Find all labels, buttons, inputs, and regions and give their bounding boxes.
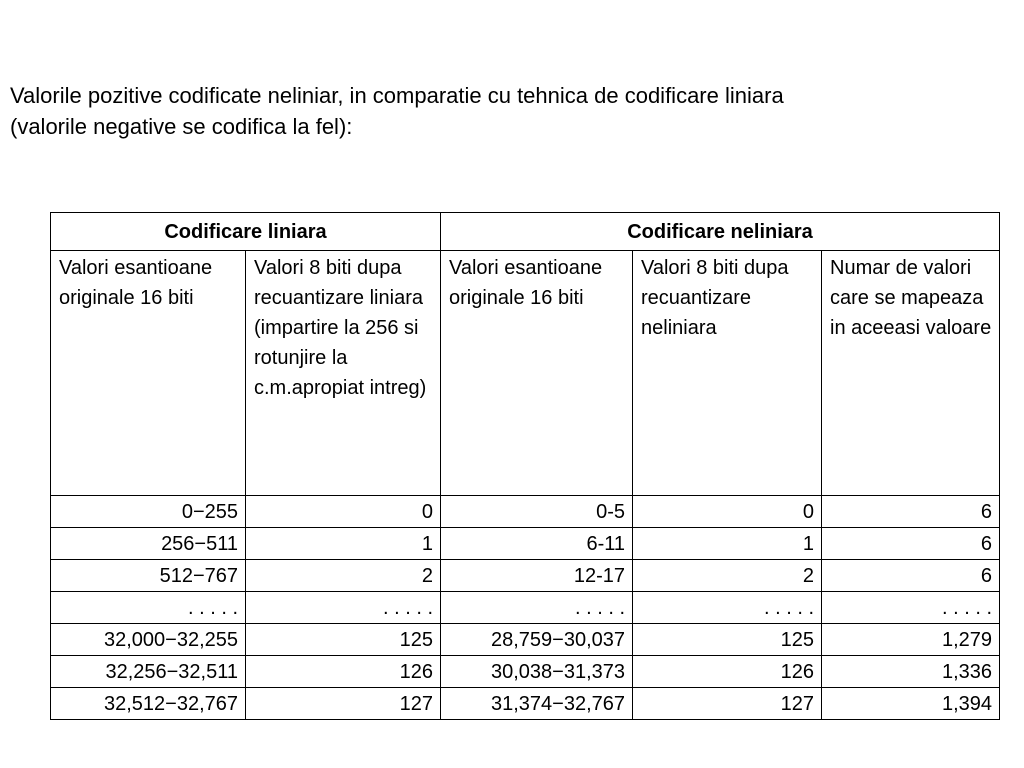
table-cell: 6 (822, 496, 1000, 528)
table-cell: 0 (246, 496, 441, 528)
table-cell: 6 (822, 528, 1000, 560)
table-cell: 32,512−32,767 (51, 688, 246, 720)
table-cell: 32,000−32,255 (51, 624, 246, 656)
table-cell: . . . . . (822, 592, 1000, 624)
intro-line-1: Valorile pozitive codificate neliniar, in comparatie cu tehnica de codificare liniara (10, 83, 784, 108)
table-cell: . . . . . (51, 592, 246, 624)
subheader-nonlinear-8bit: Valori 8 biti dupa recuantizare neliniara (633, 251, 822, 496)
table-cell: . . . . . (633, 592, 822, 624)
table-cell: . . . . . (246, 592, 441, 624)
table-cell: 1,394 (822, 688, 1000, 720)
table-cell: 1 (633, 528, 822, 560)
table-cell: 0 (633, 496, 822, 528)
table-cell: 126 (633, 656, 822, 688)
header-linear-encoding: Codificare liniara (51, 213, 441, 251)
table-cell: 256−511 (51, 528, 246, 560)
table-row (51, 560, 1000, 592)
table-row-ellipsis (51, 592, 1000, 624)
table-cell: 127 (246, 688, 441, 720)
table-cell: 1 (246, 528, 441, 560)
table-row (51, 496, 1000, 528)
group-header-row (51, 213, 1000, 251)
subheader-nonlinear-original-16bit: Valori esantioane originale 16 biti (441, 251, 633, 496)
table-cell: 32,256−32,511 (51, 656, 246, 688)
table-cell: 0-5 (441, 496, 633, 528)
table-cell: 2 (633, 560, 822, 592)
table-cell: 0−255 (51, 496, 246, 528)
subheader-row (51, 251, 1000, 496)
table-row (51, 656, 1000, 688)
table-cell: 2 (246, 560, 441, 592)
table-row (51, 528, 1000, 560)
table-cell: 125 (633, 624, 822, 656)
subheader-mapped-count: Numar de valori care se mapeaza in aceeasi valoare (822, 251, 1000, 496)
header-nonlinear-encoding: Codificare neliniara (441, 213, 1000, 251)
table-row (51, 688, 1000, 720)
table-row (51, 624, 1000, 656)
table-cell: 127 (633, 688, 822, 720)
table-cell: 126 (246, 656, 441, 688)
table-cell: 12-17 (441, 560, 633, 592)
table-cell: . . . . . (441, 592, 633, 624)
encoding-comparison-table (50, 212, 1000, 720)
subheader-linear-8bit: Valori 8 biti dupa recuantizare liniara (impartire la 256 si rotunjire la c.m.apropiat intreg) (246, 251, 441, 496)
table-cell: 31,374−32,767 (441, 688, 633, 720)
table-cell: 125 (246, 624, 441, 656)
intro-text (10, 80, 1020, 142)
table-cell: 1,279 (822, 624, 1000, 656)
table-cell: 512−767 (51, 560, 246, 592)
table-cell: 6-11 (441, 528, 633, 560)
subheader-linear-original-16bit: Valori esantioane originale 16 biti (51, 251, 246, 496)
table-cell: 6 (822, 560, 1000, 592)
table-cell: 28,759−30,037 (441, 624, 633, 656)
table-cell: 1,336 (822, 656, 1000, 688)
intro-line-2: (valorile negative se codifica la fel): (10, 114, 353, 139)
table-cell: 30,038−31,373 (441, 656, 633, 688)
